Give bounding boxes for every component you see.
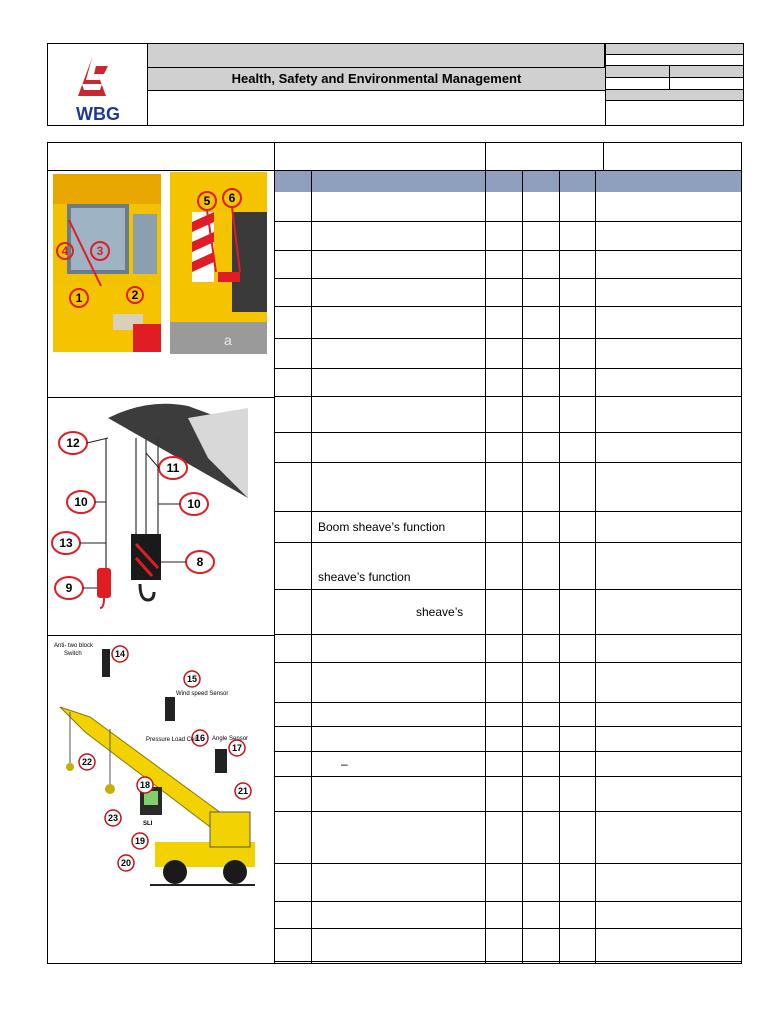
row-description: –: [341, 756, 348, 771]
table-row: [274, 929, 742, 962]
sensor-caption: Angle Sensor: [212, 736, 249, 742]
header-right-row3: [606, 66, 743, 78]
column-header-row: [274, 171, 741, 192]
table-row: [274, 812, 742, 864]
table-row: [274, 635, 742, 663]
header-right-row2: [606, 55, 743, 66]
table-rows: [274, 192, 742, 964]
table-row: [274, 902, 742, 929]
mobile-crane-sensors-photo: [50, 637, 260, 889]
table-row: [274, 777, 742, 812]
callout-label: 8: [196, 555, 204, 569]
callout-label: 6: [228, 191, 236, 205]
header-right-row4: [606, 78, 743, 90]
hook-block-photo: [48, 398, 250, 624]
callout-label: 13: [59, 536, 73, 550]
header-right-row6: [606, 101, 743, 125]
table-row: [274, 279, 742, 307]
callout-label: 18: [139, 780, 151, 790]
callout-label: 22: [81, 757, 93, 767]
callout-label: 19: [134, 836, 146, 846]
col-divider: [522, 171, 523, 964]
callout-label: 2: [131, 288, 139, 302]
table-row: [274, 251, 742, 279]
col-divider: [595, 171, 596, 964]
col-divider: [311, 171, 312, 964]
table-row: [274, 663, 742, 703]
document-header: [47, 43, 744, 126]
col-divider: [274, 171, 275, 964]
callout-label: 10: [187, 497, 201, 511]
table-row: [274, 307, 742, 339]
table-row: [274, 864, 742, 902]
crane-rear-photo: [170, 172, 267, 354]
image-section-divider: [47, 635, 274, 636]
table-row: [274, 339, 742, 369]
callout-label: 21: [237, 786, 249, 796]
table-row: [274, 222, 742, 251]
callout-label: 10: [74, 495, 88, 509]
sensor-caption: Anti- two block: [54, 643, 94, 649]
logo-text: WBG: [76, 104, 120, 124]
col-divider: [559, 171, 560, 964]
wbg-logo: [48, 44, 148, 125]
row-description: sheave’s function: [318, 570, 411, 584]
row-description: sheave’s: [416, 604, 464, 619]
callout-label: 15: [186, 674, 198, 684]
header-right-row1: [606, 44, 743, 55]
table-row: [274, 369, 742, 397]
table-row: [274, 590, 742, 635]
sensor-caption: Switch: [64, 651, 82, 657]
table-row: [274, 727, 742, 752]
sensor-caption: Wind speed Sensor: [176, 691, 229, 697]
header-bottom-blank: [148, 91, 605, 125]
callout-label: 11: [166, 461, 180, 475]
table-row: [274, 512, 742, 543]
table-row: [274, 192, 742, 222]
header-right-row5: [606, 90, 743, 101]
callout-label: 20: [120, 858, 132, 868]
table-row: [274, 703, 742, 727]
logo-cell: [48, 44, 148, 125]
callout-label: 1: [75, 291, 83, 305]
callout-label: 16: [194, 733, 206, 743]
callout-label: 12: [66, 436, 80, 450]
sensor-caption: Pressure Load Cell: [146, 737, 198, 743]
col-divider: [485, 171, 486, 964]
callout-label: 4: [61, 244, 69, 258]
table-row: [274, 752, 742, 777]
row-description: Boom sheave’s function: [318, 519, 446, 534]
document-title: Health, Safety and Environmental Management: [148, 68, 605, 91]
callout-label: 17: [231, 743, 243, 753]
callout-label: 9: [65, 581, 73, 595]
table-row: [274, 463, 742, 512]
table-title-row: [47, 142, 742, 171]
callout-label: 23: [107, 813, 119, 823]
callout-label: 14: [114, 649, 126, 659]
photo-watermark: a: [224, 332, 232, 348]
header-top-blank: [148, 44, 605, 68]
table-row: [274, 543, 742, 590]
sensor-caption: SLI: [143, 821, 153, 827]
table-row: [274, 433, 742, 463]
callout-label: 5: [203, 194, 211, 208]
callout-label: 3: [96, 244, 104, 258]
crane-cab-photo: [53, 174, 161, 352]
table-row: [274, 397, 742, 433]
